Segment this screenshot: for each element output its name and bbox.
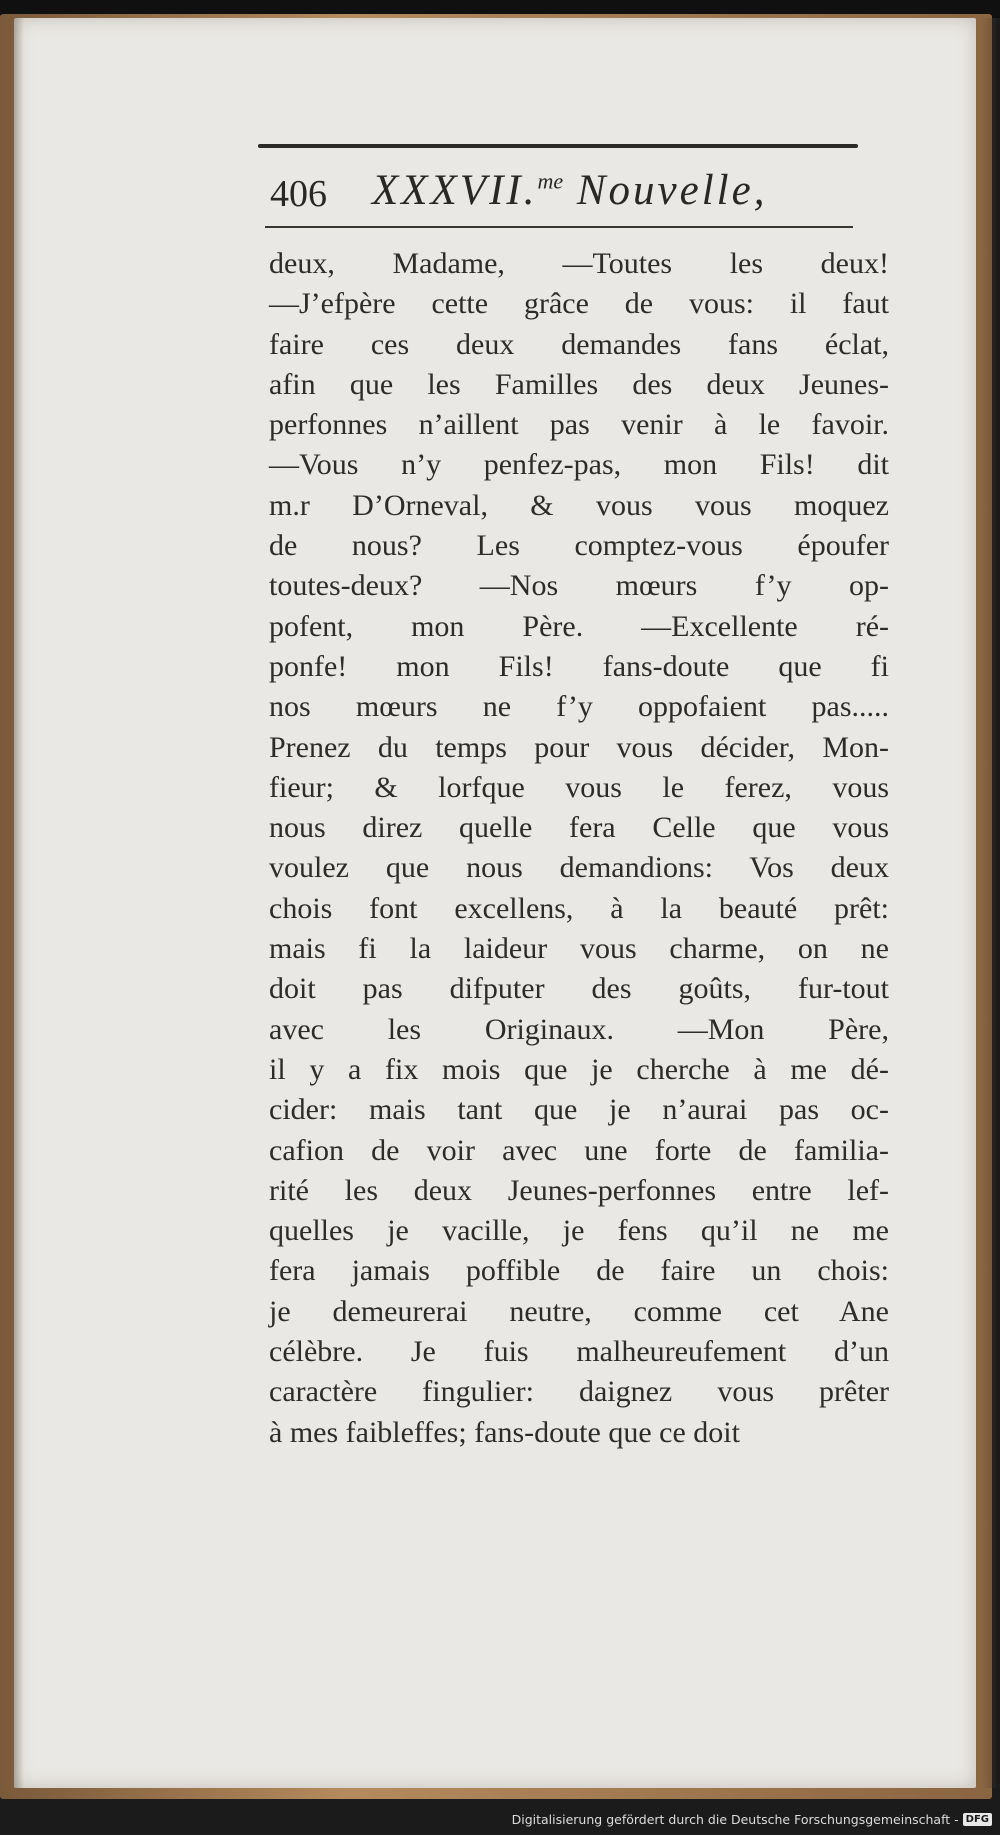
running-header xyxy=(270,166,860,226)
text-line: célèbre. Je fuis malheureufement d’un xyxy=(269,1335,889,1369)
text-line: —Vous n’y penfez-pas, mon Fils! dit xyxy=(269,448,889,482)
text-line: Prenez du temps pour vous décider, Mon- xyxy=(269,730,889,764)
header-rule-top xyxy=(258,144,858,148)
text-line: rité les deux Jeunes-perfonnes entre lef- xyxy=(269,1173,889,1207)
dfg-logo: DFG xyxy=(963,1813,992,1826)
text-line: quelles je vacille, je fens qu’il ne me xyxy=(269,1214,889,1248)
text-line: deux, Madame, —Toutes les deux! xyxy=(269,247,889,280)
text-line: doit pas difputer des goûts, fur-tout xyxy=(269,972,889,1006)
text-line: toutes-deux? —Nos mœurs f’y op- xyxy=(269,569,889,603)
body-text xyxy=(269,244,889,1453)
running-title-superscript: me xyxy=(537,168,564,194)
running-title-numeral: XXXVII. xyxy=(372,167,538,214)
text-line: —J’efpère cette grâce de vous: il faut xyxy=(269,287,889,321)
text-line: faire ces deux demandes fans éclat, xyxy=(269,327,889,361)
text-line: pofent, mon Père. —Excellente ré- xyxy=(269,609,889,643)
digitization-credit xyxy=(512,1812,992,1827)
page-number: 406 xyxy=(270,173,327,215)
running-title-word: Nouvelle, xyxy=(563,167,768,214)
text-line: voulez que nous demandions: Vos deux xyxy=(269,851,889,885)
text-line: caractère fingulier: daignez vous prêter xyxy=(269,1375,889,1409)
text-line: avec les Originaux. —Mon Père, xyxy=(269,1012,889,1046)
text-line: ponfe! mon Fils! fans-doute que fi xyxy=(269,649,889,683)
text-line: il y a fix mois que je cherche à me dé- xyxy=(269,1052,889,1086)
text-line: chois font excellens, à la beauté prêt: xyxy=(269,891,889,925)
text-line: je demeurerai neutre, comme cet Ane xyxy=(269,1294,889,1328)
text-line: nous direz quelle fera Celle que vous xyxy=(269,811,889,845)
text-line: mais fi la laideur vous charme, on ne xyxy=(269,932,889,966)
header-rule-bottom xyxy=(265,226,853,228)
credit-text: Digitalisierung gefördert durch die Deutsche Forschungsgemeinschaft - xyxy=(511,1812,959,1827)
text-line: de nous? Les comptez-vous époufer xyxy=(269,529,889,563)
text-line: m.r D’Orneval, & vous vous moquez xyxy=(269,488,889,522)
page-gutter-shadow xyxy=(982,18,996,1788)
running-title xyxy=(372,166,767,215)
text-line: cider: mais tant que je n’aurai pas oc- xyxy=(269,1093,889,1127)
text-line: perfonnes n’aillent pas venir à le favoir. xyxy=(269,408,889,442)
text-line: fera jamais poffible de faire un chois: xyxy=(269,1254,889,1288)
text-line: fieur; & lorfque vous le ferez, vous xyxy=(269,770,889,804)
text-line: cafion de voir avec une forte de familia- xyxy=(269,1133,889,1167)
text-line: à mes faibleffes; fans-doute que ce doit xyxy=(269,1415,740,1449)
text-line: afin que les Familles des deux Jeunes- xyxy=(269,367,889,401)
text-line: nos mœurs ne f’y oppofaient pas..... xyxy=(269,690,889,724)
